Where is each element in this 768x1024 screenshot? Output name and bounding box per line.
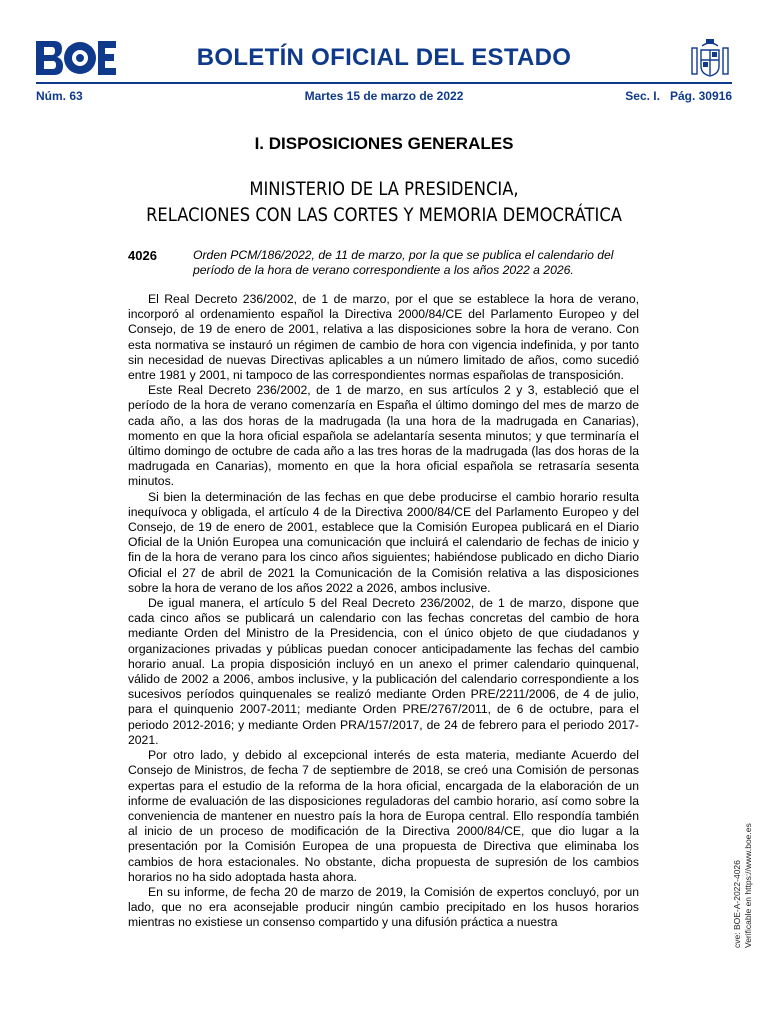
paragraph: De igual manera, el artículo 5 del Real Decreto 236/2002, de 1 de marzo, dispone que cada cinco años se publicará un calendario con las fechas concretas del cambio de hora mediante Orden del Ministro de la Presidencia, con el único objeto de que ciudadanos y organizaciones privadas y públicas puedan conocer anticipadamente las fechas del cambio horario anual. La propia disposición incluyó en un anexo el primer calendario quinquenal, válido de 2002 a 2006, ambos inclusive, y la publicación del calendario correspondiente a los sucesivos períodos quinquenales se realizó mediante Orden PRE/2211/2006, de 4 de julio, para el quinquenio 2007-2011; mediante Orden PRE/2767/2011, de 6 de octubre, para el periodo 2012-2016; y mediante Orden PRA/157/2017, de 24 de febrero para el periodo 2017-2021. <box>128 596 639 747</box>
verification-note <box>732 823 754 948</box>
order-title: Orden PCM/186/2022, de 11 de marzo, por la que se publica el calendario del período de la hora de verano correspondiente a los años 2022 a 2026. <box>193 248 614 277</box>
boe-logo <box>36 41 116 75</box>
ministry-line-1: MINISTERIO DE LA PRESIDENCIA, <box>249 178 519 200</box>
issue-date: Martes 15 de marzo de 2022 <box>304 89 464 103</box>
cve-code: cve: BOE-A-2022-4026 <box>732 860 742 948</box>
ministry-line-2: RELACIONES CON LAS CORTES Y MEMORIA DEMOCRÁTICA <box>146 204 622 226</box>
section-page: Sec. I. Pág. 30916 <box>625 89 732 103</box>
paragraph: En su informe, de fecha 20 de marzo de 2019, la Comisión de expertos concluyó, por un lado, que no era aconsejable producir ningún cambio precipitado en los husos horarios mientras no existiese un consenso compartido y una difusión práctica a nuestra <box>128 884 639 930</box>
document-body <box>128 292 639 931</box>
header-rule <box>36 82 732 84</box>
order-number: 4026 <box>128 248 157 263</box>
paragraph: El Real Decreto 236/2002, de 1 de marzo, por el que se establece la hora de verano, incorporó al ordenamiento español la Directiva 2000/84/CE del Parlamento Europeo y del Consejo, de 19 de enero de 2001, relativa a las disposiciones sobre la hora de verano. Con esta normativa se instauró un régimen de cambio de hora con vigencia indefinida, y por tanto sin necesidad de nuevas Directivas aplicables a un número limitado de años, como sucedió entre 1981 y 2001, ni tampoco de las correspondientes normas españolas de transposición. <box>128 292 639 383</box>
paragraph: Si bien la determinación de las fechas en que debe producirse el cambio horario resulta inequívoca y obligada, el artículo 4 de la Directiva 2000/84/CE del Parlamento Europeo y del Consejo, de 19 de enero de 2001, establece que la Comisión Europea publicará en el Diario Oficial de la Unión Europea una comunicación que incluirá el calendario de fechas de inicio y fin de la hora de verano para los cinco años siguientes; habiéndose publicado en dicho Diario Oficial el 27 de abril de 2021 la Comunicación de la Comisión relativa a las disposiciones sobre la hora de verano de los años 2022 a 2026, ambos inclusive. <box>128 489 639 595</box>
issue-number: Núm. 63 <box>36 89 83 103</box>
verification-link[interactable]: Verificable en https://www.boe.es <box>743 823 753 948</box>
paragraph: Este Real Decreto 236/2002, de 1 de marzo, en sus artículos 2 y 3, estableció que el período de la hora de verano comenzaría en España el último domingo del mes de marzo de cada año, a las dos horas de la madrugada (la una hora de la madrugada en Canarias), momento en que la hora oficial española se adelantaría sesenta minutos; y que terminaría el último domingo de octubre de cada año a las tres horas de la madrugada (las dos horas de la madrugada en Canarias), momento en que la hora oficial española se retrasaría sesenta minutos. <box>128 383 639 489</box>
bulletin-title: BOLETÍN OFICIAL DEL ESTADO <box>196 44 572 71</box>
coat-of-arms-icon <box>688 38 732 80</box>
paragraph: Por otro lado, y debido al excepcional interés de esta materia, mediante Acuerdo del Consejo de Ministros, de fecha 7 de septiembre de 2018, se creó una Comisión de personas expertas para el estudio de la reforma de la hora oficial, encargada de la elaboración de un informe de evaluación de las disposiciones reguladoras del cambio horario, así como sobre la conveniencia de mantener en nuestro país la hora de Europa central. Ello respondía también al inicio de un proceso de modificación de la Directiva 2000/84/CE, que dio lugar a la presentación por la Comisión Europea de una propuesta de Directiva que eliminaba los cambios de hora estacionales. No obstante, dicha propuesta de supresión de los cambios horarios no ha sido adoptada hasta ahora. <box>128 748 639 884</box>
ministry-heading <box>54 176 714 228</box>
section-title: I. DISPOSICIONES GENERALES <box>254 134 514 153</box>
